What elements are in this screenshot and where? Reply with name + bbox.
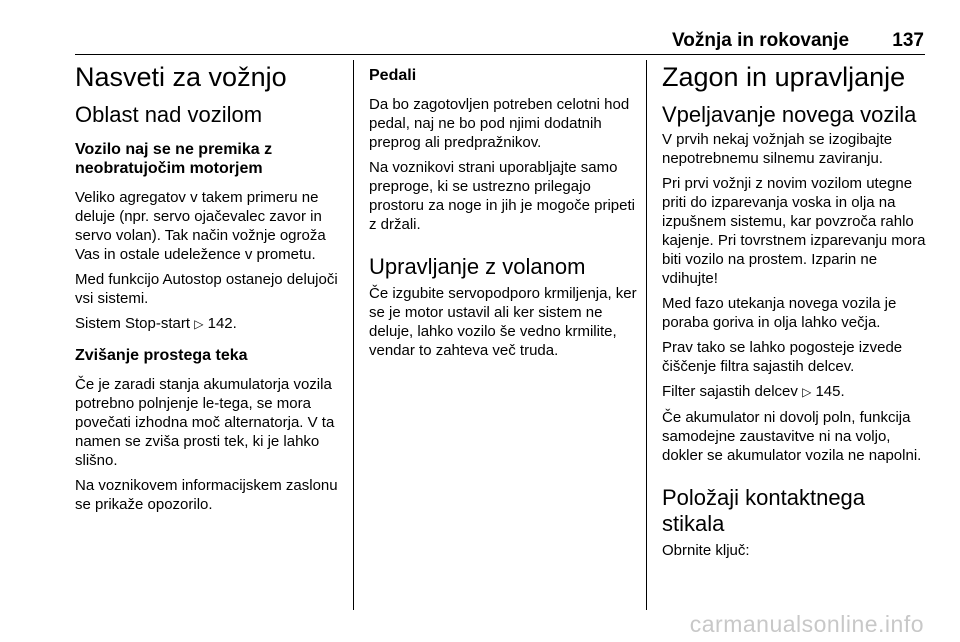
paragraph: Če je zaradi stanja akumulatorja vozila potrebno polnjenje le-tega, se mora povečati izhodna moč alternatorja. V ta namen se zviša prosti tek, ki je lahko slišno. — [75, 376, 335, 469]
paragraph: Prav tako se lahko pogosteje izvede čiščenje filtra sajastih delcev. — [662, 339, 903, 375]
ref-arrow-icon: ▷ — [194, 317, 204, 331]
header-rule — [75, 54, 925, 55]
paragraph: Da bo zagotovljen potreben celotni hod pedal, naj ne bo pod njimi dodatnih preprog ali predpražnikov. — [369, 96, 630, 151]
paragraph: Na voznikovi strani uporabljajte samo preproge, ki se ustrezno prilegajo prostoru za noge in jih je mogoče pripeti z držali. — [369, 159, 635, 233]
paragraph: Če akumulator ni dovolj poln, funkcija samodejne zaustavitve ni na voljo, dokler se akumulator vozila ne napolni. — [662, 409, 922, 464]
paragraph: Če izgubite servopodporo krmiljenja, ker se je motor ustavil ali ker sistem ne deluje, lahko vozilo še vedno krmilite, vendar to zahteva več truda. — [369, 285, 637, 359]
cross-reference-text: Filter sajastih delcev — [662, 383, 798, 400]
watermark: carmanualsonline.info — [689, 611, 924, 637]
cross-reference-page: 145. — [815, 383, 845, 400]
topic-heading-pedals: Pedali — [369, 67, 417, 84]
paragraph: Med fazo utekanja novega vozila je poraba goriva in olja lahko večja. — [662, 295, 897, 331]
subsection-heading-vehicle-control: Oblast nad vozilom — [75, 102, 263, 127]
paragraph: Obrnite ključ: — [662, 542, 750, 559]
subsection-heading-ignition-positions: Položaji kontaktnega stikala — [662, 485, 866, 536]
ref-arrow-icon: ▷ — [802, 385, 812, 399]
paragraph: Na voznikovem informacijskem zaslonu se prikaže opozorilo. — [75, 477, 338, 513]
paragraph: Veliko agregatov v takem primeru ne deluje (npr. servo ojačevalec zavor in servo volan). Tak način vožnje ogroža Vas in ostale udeležence v prometu. — [75, 189, 326, 263]
page-header — [672, 30, 924, 52]
section-heading-starting-operating: Zagon in upravljanje — [662, 62, 906, 92]
subsection-heading-steering: Upravljanje z volanom — [369, 254, 586, 279]
topic-heading-idle-increase: Zvišanje prostega teka — [75, 347, 248, 364]
column-3 — [662, 62, 932, 560]
cross-reference — [662, 382, 932, 402]
column-1 — [75, 62, 345, 514]
subsection-heading-running-in: Vpeljavanje novega vozila — [662, 102, 917, 127]
paragraph: Med funkcijo Autostop ostanejo delujoči vsi sistemi. — [75, 271, 338, 307]
column-divider-1 — [353, 60, 354, 610]
header-title: Vožnja in rokovanje — [671, 30, 850, 51]
page-number: 137 — [892, 30, 924, 51]
cross-reference-text: Sistem Stop-start — [75, 315, 191, 332]
section-heading-driving-tips: Nasveti za vožnjo — [75, 62, 287, 92]
cross-reference — [75, 314, 345, 334]
paragraph: Pri prvi vožnji z novim vozilom utegne priti do izparevanja voska in olja na izpušnem sistemu, kar povzroča rahlo kajenje. Pri tovrstnem izparevanju mora biti vozilo na prostem. Izparin ne vdihujte! — [662, 175, 926, 287]
paragraph: V prvih nekaj vožnjah se izogibajte nepotrebnemu silnemu zaviranju. — [662, 131, 893, 167]
column-divider-2 — [646, 60, 647, 610]
column-2 — [369, 62, 637, 360]
cross-reference-page: 142. — [207, 315, 237, 332]
topic-heading-engine-off: Vozilo naj se ne premika z neobratujočim motorjem — [75, 141, 273, 177]
